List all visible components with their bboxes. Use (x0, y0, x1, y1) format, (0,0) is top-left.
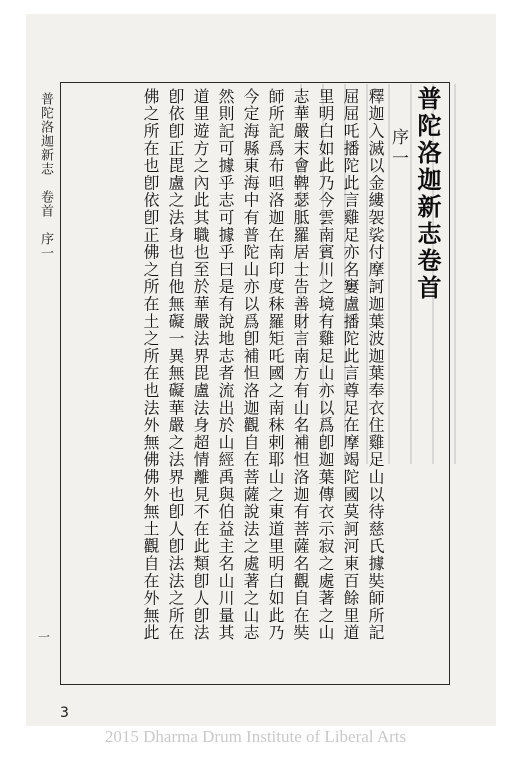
leaf-number: 一 (38, 630, 51, 644)
margin-volume: 卷首 (38, 190, 53, 218)
page-title: 普陀洛迦新志卷首 (413, 86, 442, 302)
text-column: 屈屈吒播陀此言雞足亦名窶盧播陀此言尊足在摩竭陀國莫訶河東百餘里道 (341, 88, 360, 642)
text-column: 釋迦入滅以金縷袈裟付摩訶迦葉波迦葉奉衣住雞足山以待慈氏據奘師所記 (366, 88, 385, 642)
text-column: 然則記可據乎志可據乎曰是有說地志者流出於山經禹與伯益主名山川量其 (216, 88, 235, 642)
page-number: 3 (60, 705, 69, 721)
text-column: 道里遊方之內此其職也至於華嚴法界毘盧法身超情離見不在此類卽人卽法 (191, 88, 210, 642)
text-column: 志華嚴末會鞞瑟胝羅居士告善財言南方有山名補怛洛迦有菩薩名觀自在奘 (291, 88, 310, 642)
text-column: 卽依卽正毘盧之法身也自他無礙一異無礙華嚴之法界也卽人卽法法之所在 (166, 88, 185, 642)
text-column: 里明白如此乃今雲南賓川之境有雞足山亦以爲卽迦葉傳衣示寂之處著之山 (316, 88, 335, 642)
margin-section: 序一 (38, 232, 53, 260)
text-column: 今定海縣東海中有普陀山亦以爲卽補怛洛迦觀自在菩薩說法之處著之山志 (241, 88, 260, 642)
watermark: 2015 Dharma Drum Institute of Liberal Arts (104, 727, 407, 746)
text-column: 師所記爲布呾洛迦在南印度秣羅矩吒國之南秣剌耶山之東道里明白如此乃 (266, 88, 285, 642)
margin-book-title: 普陀洛迦新志 (38, 92, 53, 176)
section-heading: 序一 (388, 128, 408, 170)
text-column: 佛之所在也卽依卽正佛之所在土之所在也法外無佛佛外無土觀自在外無此 (141, 88, 160, 642)
margin-label (36, 92, 54, 260)
